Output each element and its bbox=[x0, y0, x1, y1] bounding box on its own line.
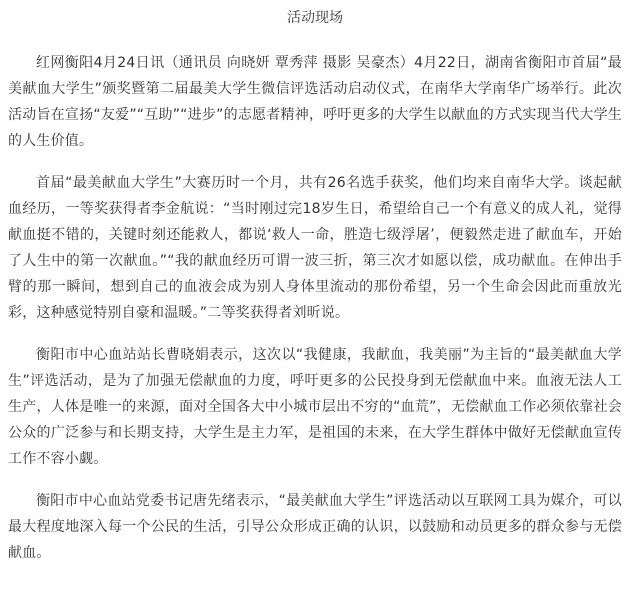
paragraph-winners: 首届“最美献血大学生”大赛历时一个月，共有26名选手获奖，他们均来自南华大学。谈起献血经历，一等奖获得者李金航说：“当时刚过完18岁生日，希望给自己一个有意义的成人礼，觉得献血挺不错的，关键时刻还能救人，都说‘救人一命，胜造七级浮屠’，便毅然走进了献血车，开始了人生中的第一次献血。”“我的献血经历可谓一波三折，第三次才如愿以偿，成功献血。在伸出手臂的那一瞬间，想到自己的血液会成为别人身体里流动的那份希望，另一个生命会因此而重放光彩，这种感觉特别自豪和温暖。”二等奖获得者刘昕说。 bbox=[8, 175, 622, 321]
photo-caption: 活动现场 bbox=[287, 10, 343, 26]
paragraph-intro: 红网衡阳4月24日讯（通讯员 向晓妍 覃秀萍 摄影 吴豪杰）4月22日，湖南省衡阳市首届“最美献血大学生”颁奖暨第二届最美大学生微信评选活动启动仪式，在南华大学南华广场举行。此次活动旨在宣扬“友爱”“互助”“进步”的志愿者精神，呼吁更多的大学生以献血的方式实现当代大学生的人生价值。 bbox=[8, 55, 622, 149]
paragraph-party-secretary: 衡阳市中心血站党委书记唐先绪表示，“最美献血大学生”评选活动以互联网工具为媒介，可以最大程度地深入每一个公民的生活，引导公众形成正确的认识，以鼓励和动员更多的群众参与无偿献血。 bbox=[8, 493, 622, 561]
paragraph-blood-station-director: 衡阳市中心血站站长曹晓娟表示，这次以“我健康，我献血，我美丽”为主旨的“最美献血大学生”评选活动，是为了加强无偿献血的力度，呼吁更多的公民投身到无偿献血中来。血液无法人工生产，人体是唯一的来源，面对全国各大中小城市层出不穷的“血荒”，无偿献血工作必须依靠社会公众的广泛参与和长期支持，大学生是主力军，是祖国的未来，在大学生群体中做好无偿献血宣传工作不容小觑。 bbox=[8, 347, 622, 467]
article-body bbox=[8, 50, 622, 582]
